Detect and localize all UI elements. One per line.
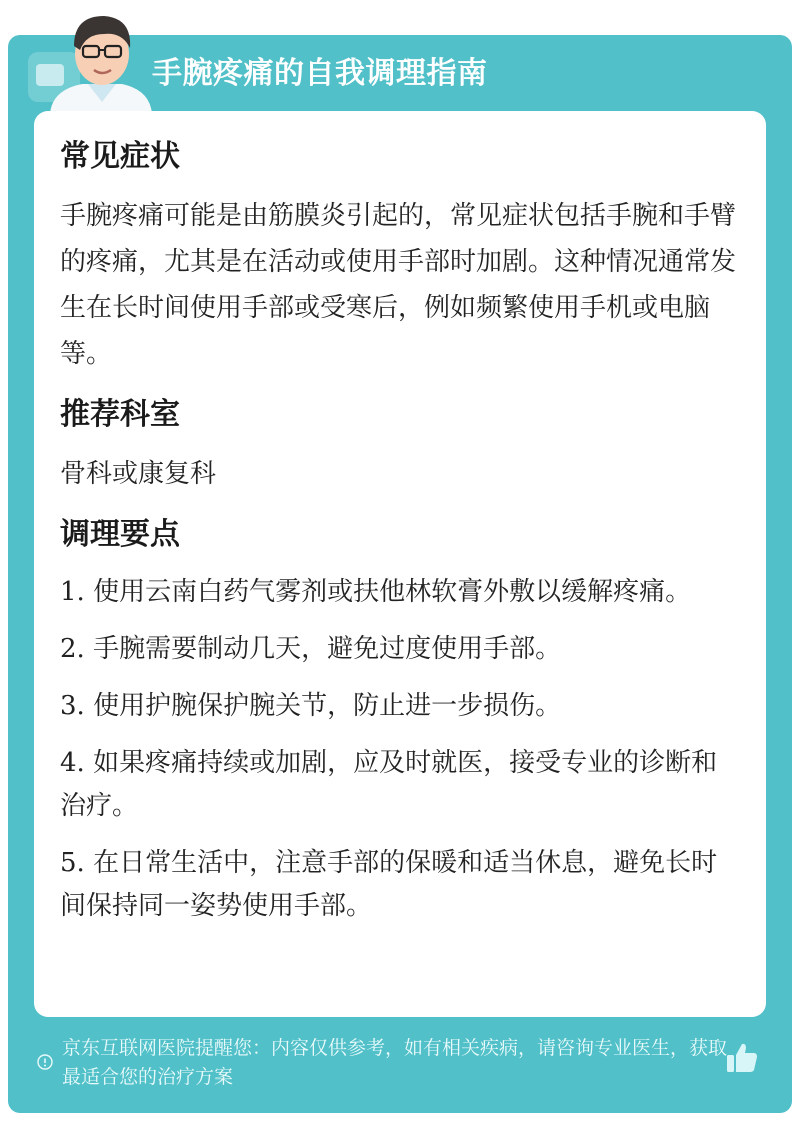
department-text: 骨科或康复科 [60, 459, 217, 489]
list-item-number: 5. [60, 848, 85, 878]
list-item-text: 在日常生活中，注意手部的保暖和适当休息，避免长时间保持同一姿势使用手部。 [60, 848, 718, 921]
doctor-avatar [22, 4, 157, 114]
list-item [60, 685, 740, 728]
list-item [60, 842, 740, 928]
list-item-text: 手腕需要制动几天，避免过度使用手部。 [93, 634, 562, 664]
list-item [60, 571, 740, 614]
disclaimer-text: 京东互联网医院提醒您：内容仅供参考，如有相关疾病，请咨询专业医生，获取最适合您的治疗方案 [62, 1037, 728, 1088]
content-card [34, 111, 766, 1017]
list-item-number: 4. [60, 748, 85, 778]
list-item-number: 3. [60, 691, 85, 721]
thumbs-up-icon[interactable] [724, 1040, 760, 1076]
page-title: 手腕疼痛的自我调理指南 [152, 56, 488, 91]
list-item-text: 使用云南白药气雾剂或扶他林软膏外敷以缓解疼痛。 [93, 577, 692, 607]
list-item-text: 使用护腕保护腕关节，防止进一步损伤。 [93, 691, 562, 721]
list-item-number: 1. [60, 577, 85, 607]
symptoms-text: 手腕疼痛可能是由筋膜炎引起的，常见症状包括手腕和手臂的疼痛，尤其是在活动或使用手部时加剧。这种情况通常发生在长时间使用手部或受寒后，例如频繁使用手机或电脑等。 [60, 201, 737, 369]
care-heading: 调理要点 [60, 517, 180, 552]
list-item-text: 如果疼痛持续或加剧，应及时就医，接受专业的诊断和治疗。 [60, 748, 718, 821]
list-item [60, 628, 740, 671]
department-heading: 推荐科室 [60, 397, 180, 432]
list-item-number: 2. [60, 634, 85, 664]
symptoms-heading: 常见症状 [60, 139, 180, 174]
info-icon [37, 1054, 53, 1070]
list-item [60, 742, 740, 828]
